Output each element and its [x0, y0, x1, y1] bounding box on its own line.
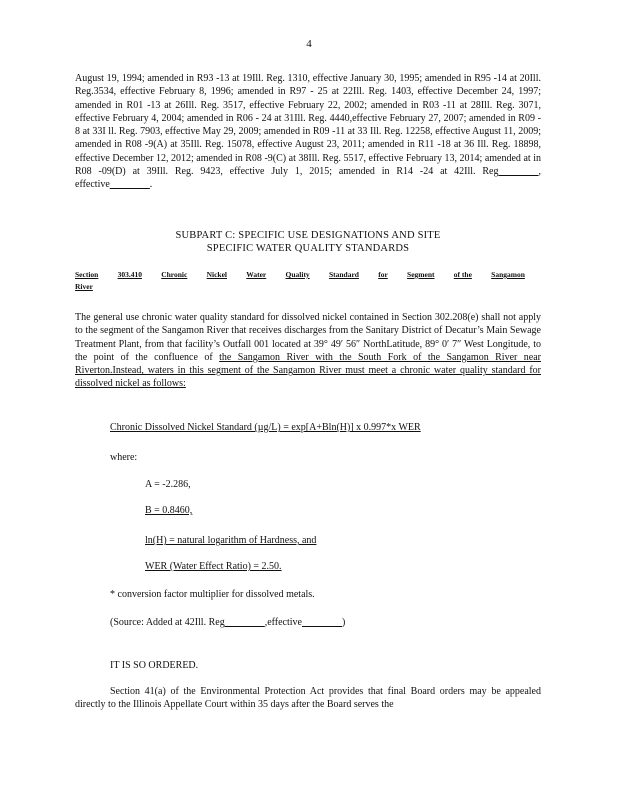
- variable-ln-h: ln(H) = natural logarithm of Hardness, and: [145, 535, 317, 546]
- conversion-footnote: * conversion factor multiplier for dissolved metals.: [110, 589, 315, 600]
- register-blank: ________: [498, 166, 539, 178]
- source-text: (Source: Added at 42Ill. Reg: [110, 617, 225, 628]
- source-close: ): [342, 617, 346, 628]
- paragraph-amended-text: the Sangamon River with the South Fork of the Sangamon River near Riverton.Instead, waters in this segment of the Sangamon River must meet a chronic water quality standard for dissolved nickel as follows:: [75, 351, 541, 390]
- section-word: Segment: [407, 270, 435, 279]
- source-register-blank: ________: [224, 617, 265, 628]
- source-note: [110, 616, 345, 629]
- section-heading-line1: [75, 269, 525, 281]
- source-effective-blank: ________: [302, 617, 342, 628]
- variable-b: B = 0.8460,: [145, 505, 193, 516]
- nickel-standard-paragraph: [75, 311, 541, 391]
- section-word: Section: [75, 270, 99, 279]
- subpart-title-line2: SPECIFIC WATER QUALITY STANDARDS: [206, 243, 410, 254]
- variable-a: A = -2.286,: [145, 479, 191, 490]
- section-word: Chronic: [161, 270, 188, 279]
- history-period: .: [149, 179, 153, 191]
- section-word: Standard: [328, 270, 359, 279]
- section-number: 303.410: [117, 270, 142, 279]
- effective-label: , effective: [75, 166, 541, 191]
- amendment-history-paragraph: [75, 72, 541, 192]
- section-word: of the: [453, 270, 472, 279]
- section-word: Nickel: [206, 270, 228, 279]
- section-word: for: [378, 270, 388, 279]
- section-heading-line2: River: [75, 282, 93, 291]
- subpart-heading: [75, 229, 541, 255]
- appeal-paragraph: Section 41(a) of the Environmental Protection Act provides that final Board orders may be appealed directly to the Illinois Appellate Court within 35 days after the Board serves the: [75, 686, 541, 711]
- variable-wer: WER (Water Effect Ratio) = 2.50.: [145, 561, 282, 572]
- order-statement: IT IS SO ORDERED.: [110, 660, 199, 671]
- effective-date-blank: ________: [109, 179, 150, 191]
- section-heading: [75, 269, 525, 293]
- paragraph-intro: The general use chronic water quality standard for dissolved nickel contained in Section 302.208(e) shall not apply to the segment of the Sangamon River that receives discharges from the Sanitary District of Decatur’s Main Sewage Treatment Plant, from that facility’s Outfall 001 located at 39° 49′ 56″ NorthLatitude, 89° 0′ 7″ West Longitude, to the point of the confluence of: [75, 312, 541, 363]
- section-word: Quality: [285, 270, 310, 279]
- section-word: Sangamon: [491, 270, 525, 279]
- page-number: 4: [306, 38, 312, 50]
- section-word: Water: [246, 270, 267, 279]
- source-effective-label: ,effective: [264, 617, 302, 628]
- amendment-history-text: August 19, 1994; amended in R93 -13 at 19Ill. Reg. 1310, effective January 30, 1995; amended in R95 -14 at 20Ill. Reg.3534, effective February 8, 1996; amended in R97 - 25 at 22Ill. Reg. 1403, effective December 24, 1997; amended in R01 -13 at 26Ill. Reg. 3517, effective February 22, 2002; amended in R03 -11 at 28Ill. Reg. 3071, effective February 4, 2004; amended in R06 - 24 at 31Ill. Reg. 4440,effective February 27, 2007; amended in R09 - 8 at 33I ll. Reg. 7903, effective May 29, 2009; amended in R09 -11 at 33 Ill. Reg. 12258, effective August 11, 2009; amended in R08 -9(A) at 35Ill. Reg. 15078, effective August 23, 2011; amended in R11 -18 at 36 Ill. Reg. 18898, effective December 12, 2012; amended in R08 -9(C) at 38Ill. Reg. 5517, effective February 13, 2014; amended at in R08 -09(D) at 39Ill. Reg. 9423, effective July 1, 2015; amended in R14 -24 at 42Ill. Reg: [75, 73, 541, 178]
- subpart-title-line1: SUBPART C: SPECIFIC USE DESIGNATIONS AND SITE: [175, 230, 441, 241]
- nickel-formula: Chronic Dissolved Nickel Standard (µg/L) = exp[A+Bln(H)] x 0.997*x WER: [110, 422, 421, 433]
- where-label: where:: [110, 452, 138, 463]
